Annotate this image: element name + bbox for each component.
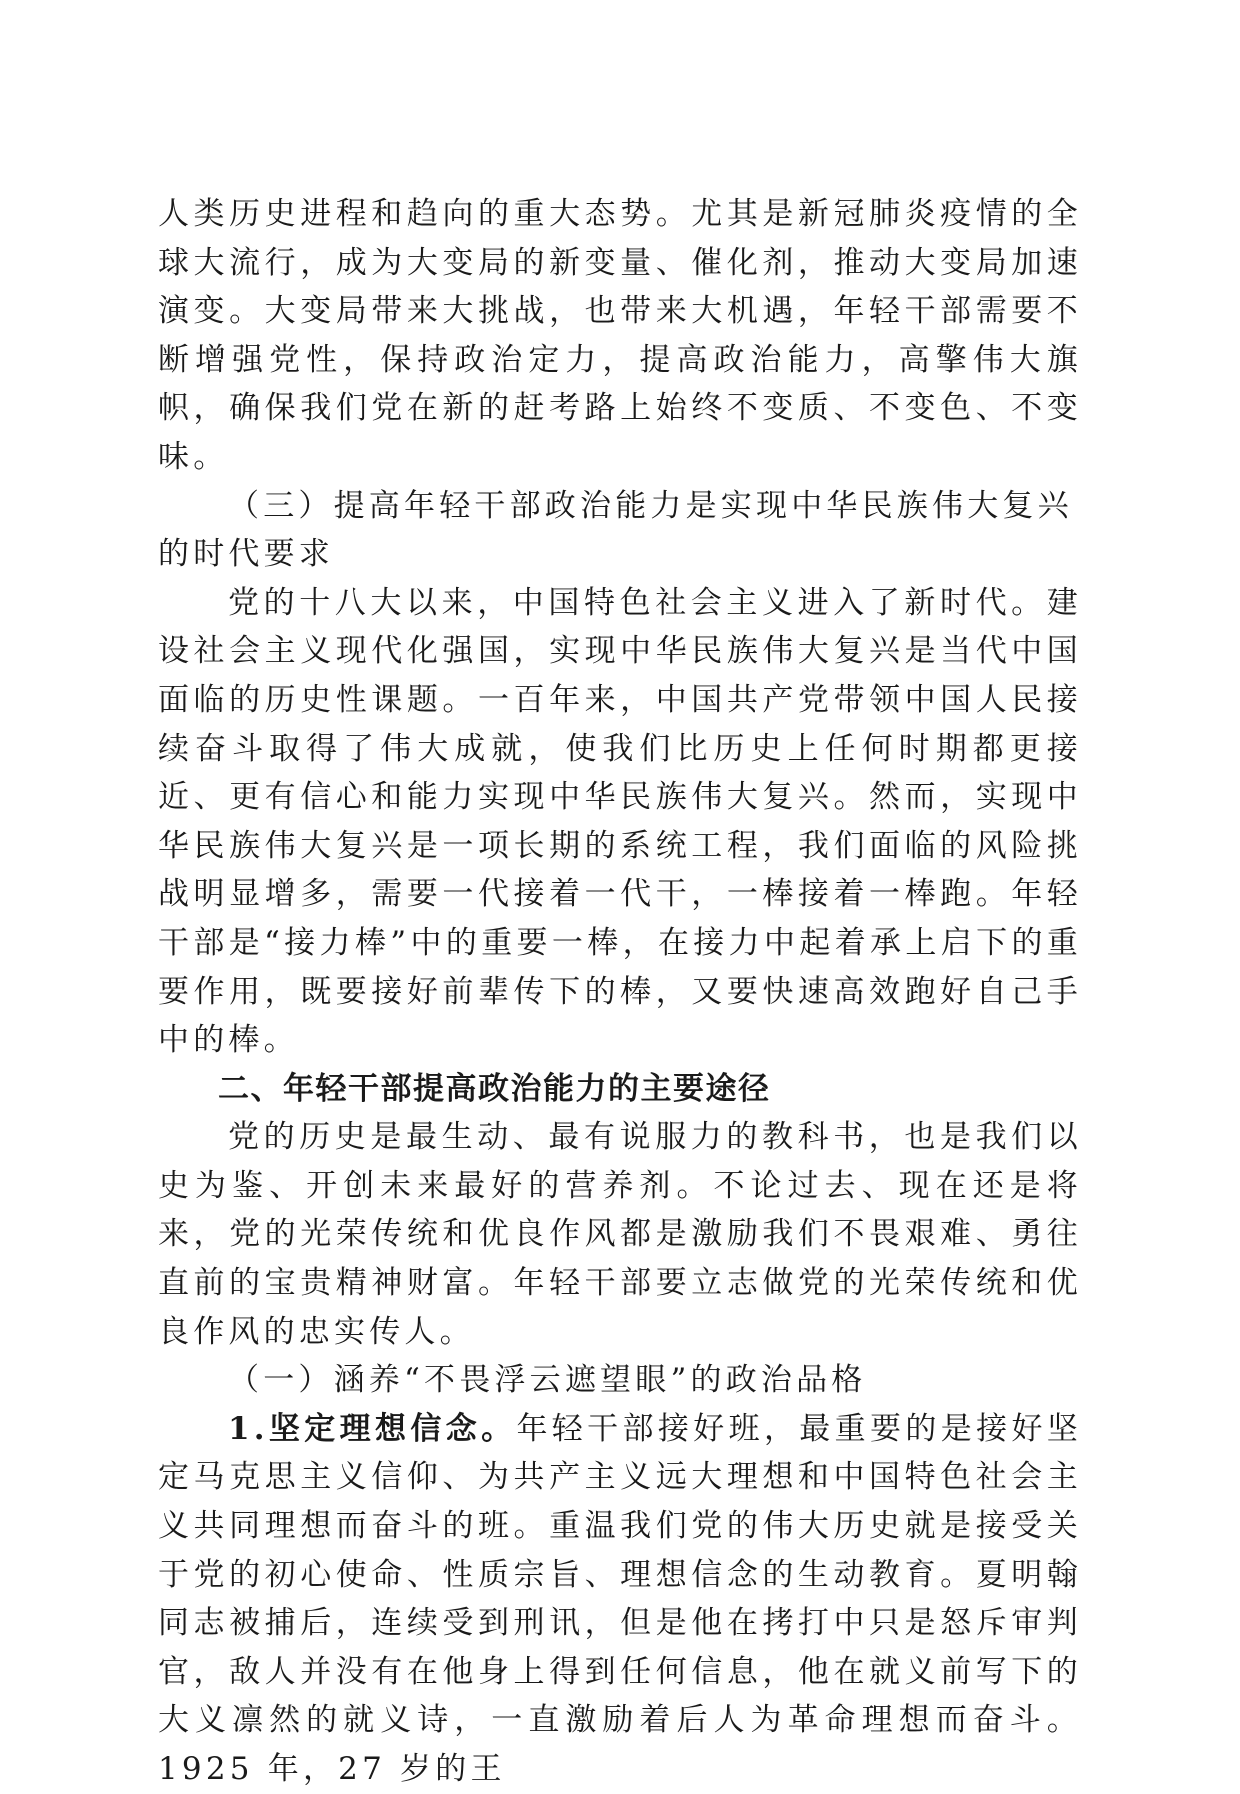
body-paragraph-2: 党的十八大以来，中国特色社会主义进入了新时代。建设社会主义现代化强国，实现中华民族伟大复兴是当代中国面临的历史性课题。一百年来，中国共产党带领中国人民接续奋斗取得了伟大成就，使我们比历史上任何时期都更接近、更有信心和能力实现中华民族伟大复兴。然而，实现中华民族伟大复兴是一项长期的系统工程，我们面临的风险挑战明显增多，需要一代接着一代干，一棒接着一棒跑。年轻干部是“接力棒”中的重要一棒，在接力中起着承上启下的重要作用，既要接好前辈传下的棒，又要快速高效跑好自己手中的棒。: [158, 584, 1082, 1059]
section-heading-3: （三）提高年轻干部政治能力是实现中华民族伟大复兴的时代要求: [158, 487, 1073, 573]
body-paragraph-4: [158, 1405, 1082, 1794]
document-page: [158, 190, 1082, 1794]
point-lead-text: 1.坚定理想信念。: [228, 1410, 517, 1447]
point-body-text: 年轻干部接好班，最重要的是接好坚定马克思主义信仰、为共产主义远大理想和中国特色社会主义共同理想而奋斗的班。重温我们党的伟大历史就是接受关于党的初心使命、性质宗旨、理想信念的生动教育。夏明翰同志被捕后，连续受到刑讯，但是他在拷打中只是怒斥审判官，敌人并没有在他身上得到任何信息，他在就义前写下的大义凛然的就义诗，一直激励着后人为革命理想而奋斗。1925 年，27 岁的王: [158, 1410, 1082, 1787]
body-paragraph-1: 人类历史进程和趋向的重大态势。尤其是新冠肺炎疫情的全球大流行，成为大变局的新变量、催化剂，推动大变局加速演变。大变局带来大挑战，也带来大机遇，年轻干部需要不断增强党性，保持政治定力，提高政治能力，高擎伟大旗帜，确保我们党在新的赶考路上始终不变质、不变色、不变味。: [158, 196, 1082, 475]
body-paragraph-3: 党的历史是最生动、最有说服力的教科书，也是我们以史为鉴、开创未来最好的营养剂。不论过去、现在还是将来，党的光荣传统和优良作风都是激励我们不畏艰难、勇往直前的宝贵精神财富。年轻干部要立志做党的光荣传统和优良作风的忠实传人。: [158, 1119, 1082, 1350]
subsection-heading-1: （一）涵养“不畏浮云遮望眼”的政治品格: [228, 1362, 867, 1399]
chapter-heading-2: 二、年轻干部提高政治能力的主要途径: [218, 1070, 771, 1107]
